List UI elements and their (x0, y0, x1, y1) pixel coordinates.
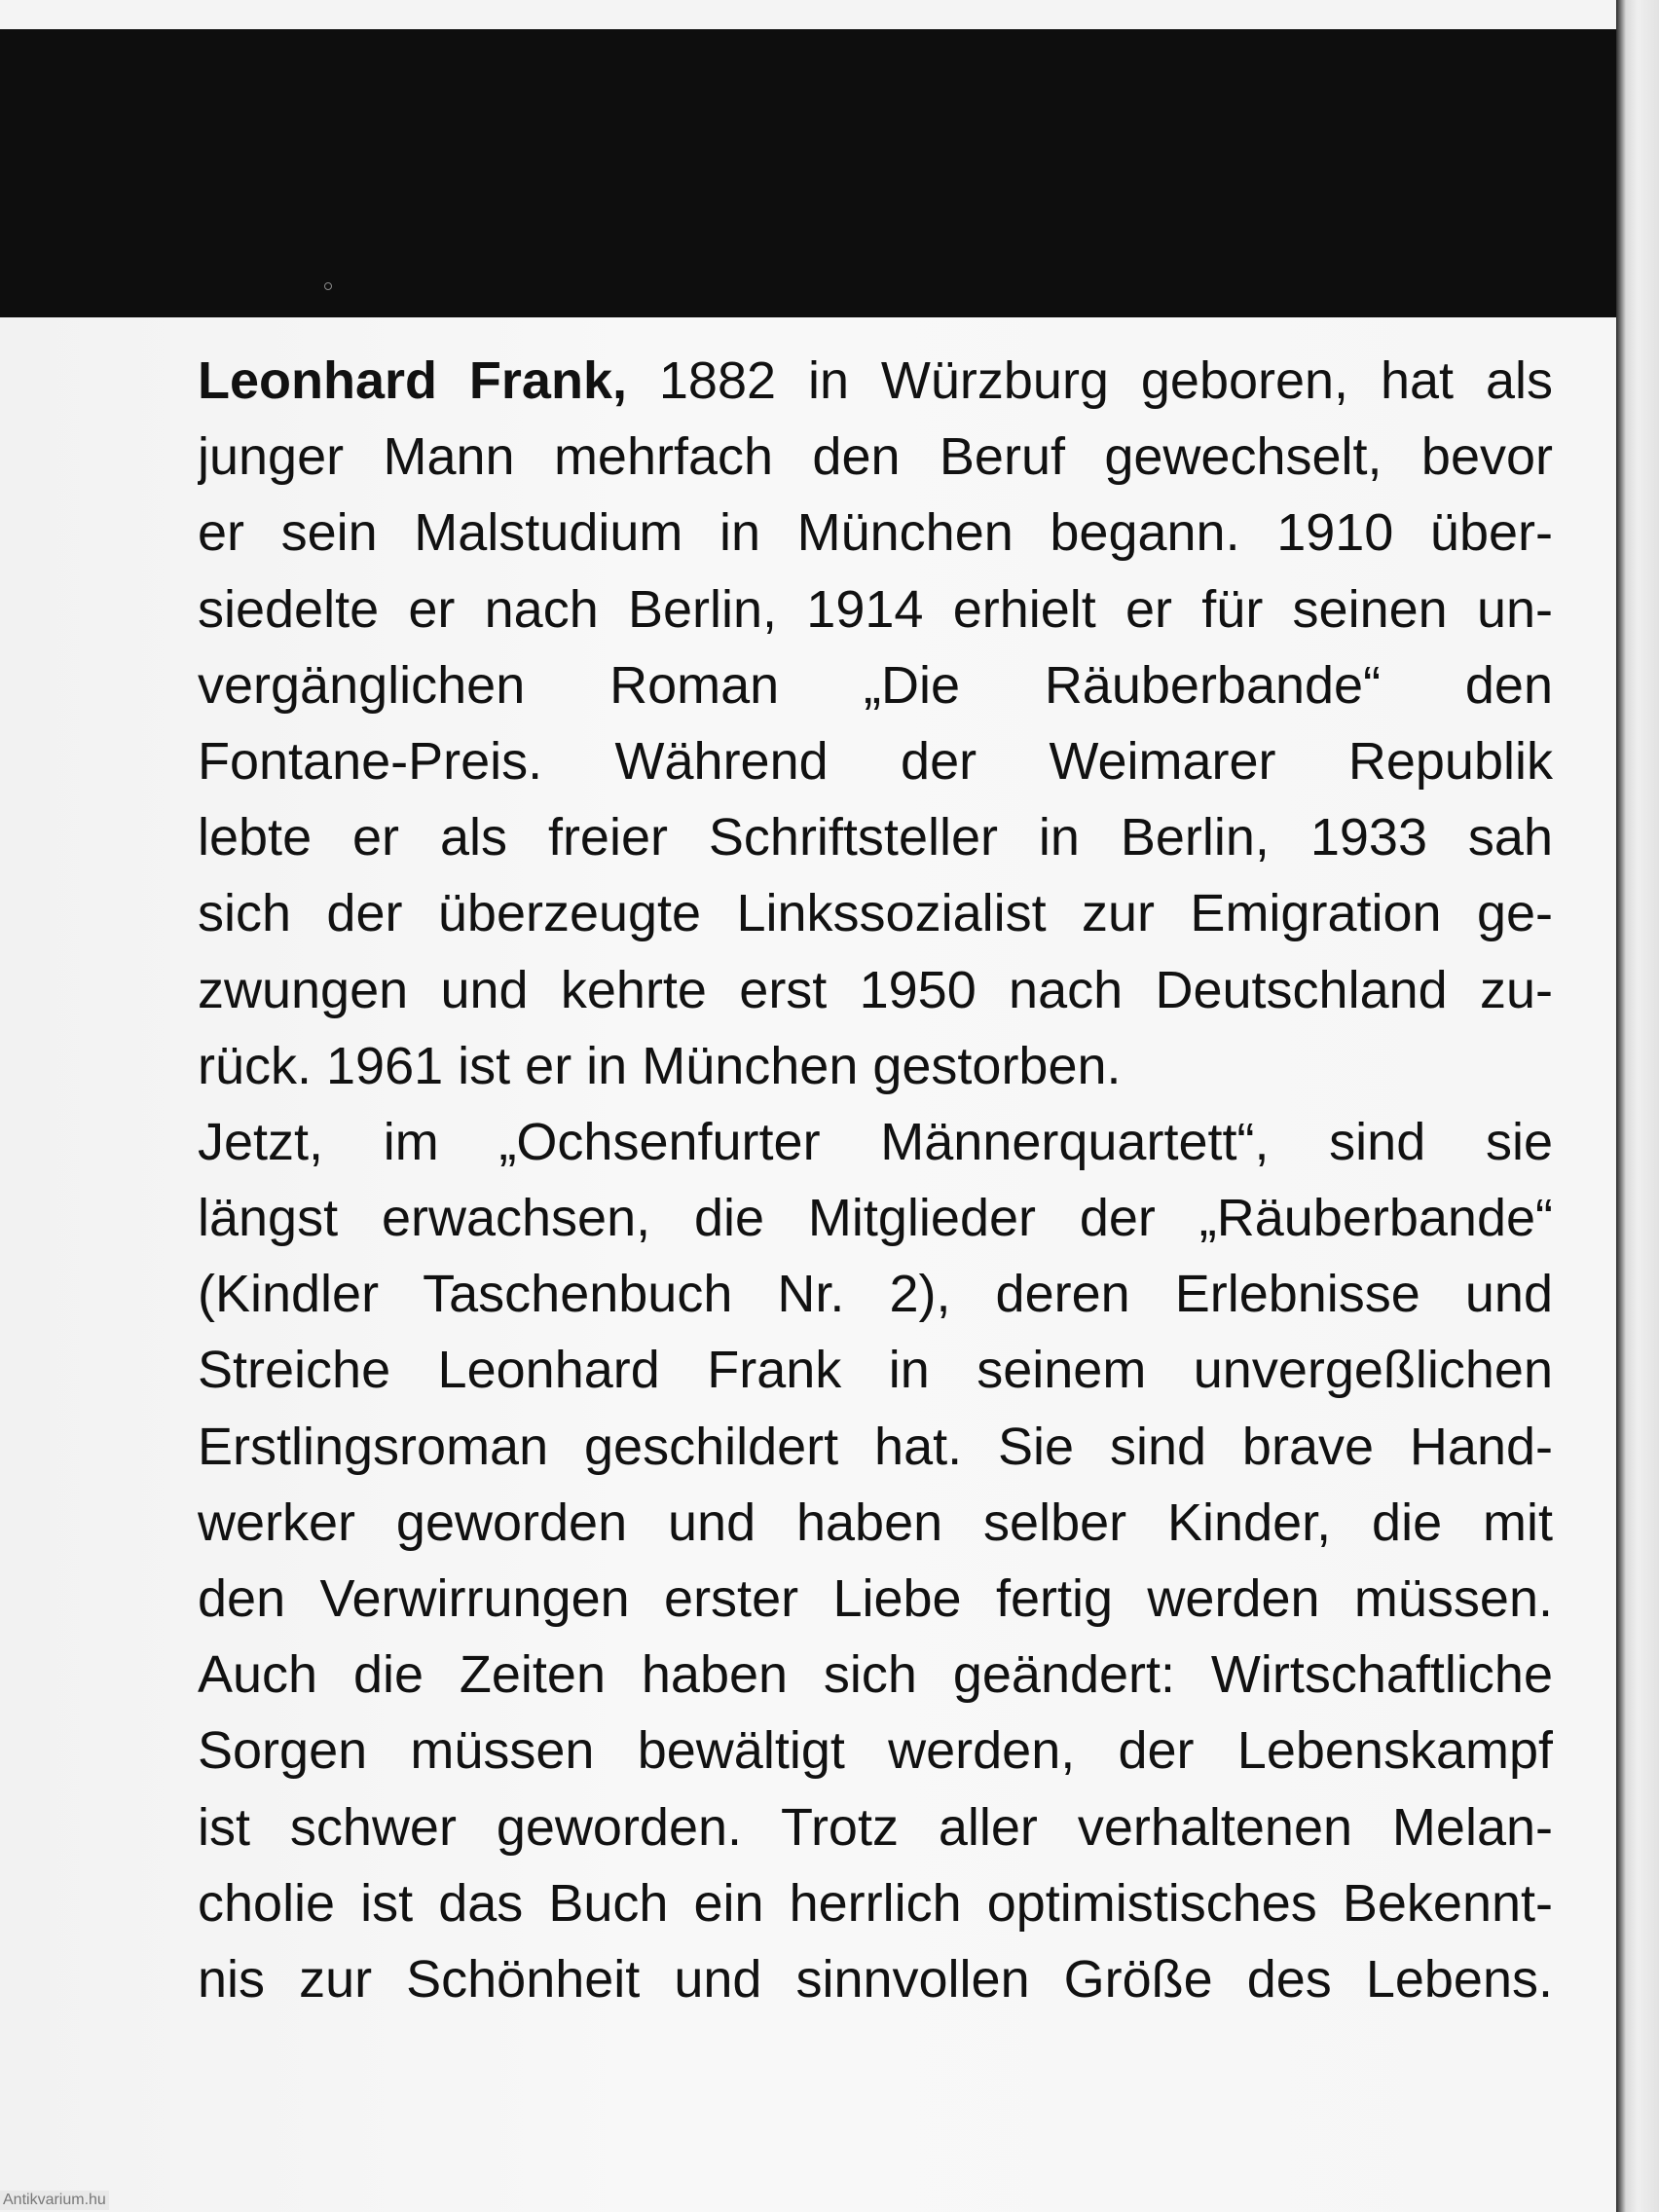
blurb-line: den Verwirrungen erster Liebe fertig werden müssen. (198, 1569, 1553, 1628)
bio-line: Fontane-Preis. Während der Weimarer Republik (198, 731, 1553, 791)
bio-line: sich der überzeugte Linkssozialist zur Emigration ge- (198, 884, 1553, 943)
blurb-line: ist schwer geworden. Trotz aller verhaltenen Melan- (198, 1797, 1553, 1857)
blurb-line: werker geworden und haben selber Kinder, die mit (198, 1493, 1553, 1552)
watermark: Antikvarium.hu (0, 2191, 109, 2210)
bio-line: rück. 1961 ist er in München gestorben. (198, 1036, 1122, 1095)
blurb-line: Erstlingsroman geschildert hat. Sie sind brave Hand- (198, 1417, 1553, 1476)
author-name: Leonhard Frank, (198, 351, 627, 410)
blurb-line: (Kindler Taschenbuch Nr. 2), deren Erlebnisse und (198, 1265, 1553, 1324)
blurb-line: Jetzt, im „Ochsenfurter Männerquartett“, sind sie (198, 1112, 1553, 1171)
bio-line: siedelte er nach Berlin, 1914 erhielt er für seinen un- (198, 579, 1553, 639)
bio-line: er sein Malstudium in München begann. 1910 über- (198, 503, 1553, 563)
bio-line: lebte er als freier Schriftsteller in Berlin, 1933 sah (198, 808, 1553, 867)
bio-line: junger Mann mehrfach den Beruf gewechselt, bevor (198, 427, 1553, 487)
bio-line (198, 343, 1553, 419)
black-header-band (0, 29, 1616, 317)
blurb-line: Auch die Zeiten haben sich geändert: Wirtschaftliche (198, 1645, 1553, 1705)
cover-text (198, 343, 1553, 2017)
blurb-line: cholie ist das Buch ein herrlich optimistisches Bekennt- (198, 1873, 1553, 1933)
blurb-line: Streiche Leonhard Frank in seinem unvergeßlichen (198, 1341, 1553, 1400)
bio-line: zwungen und kehrte erst 1950 nach Deutschland zu- (198, 960, 1553, 1019)
blurb-line: nis zur Schönheit und sinnvollen Größe des Lebens. (198, 1949, 1553, 2009)
dust-speck (324, 282, 332, 290)
blurb-line: längst erwachsen, die Mitglieder der „Räuberbande“ (198, 1189, 1553, 1248)
bio-line-text: 1882 in Würzburg geboren, hat als (626, 351, 1553, 410)
bio-line: vergänglichen Roman „Die Räuberbande“ den (198, 655, 1553, 715)
book-blurb (198, 1104, 1553, 2017)
cover-spine-edge (1616, 0, 1659, 2212)
top-margin (0, 0, 1659, 29)
blurb-line: Sorgen müssen bewältigt werden, der Lebenskampf (198, 1721, 1553, 1781)
author-biography (198, 343, 1553, 1104)
